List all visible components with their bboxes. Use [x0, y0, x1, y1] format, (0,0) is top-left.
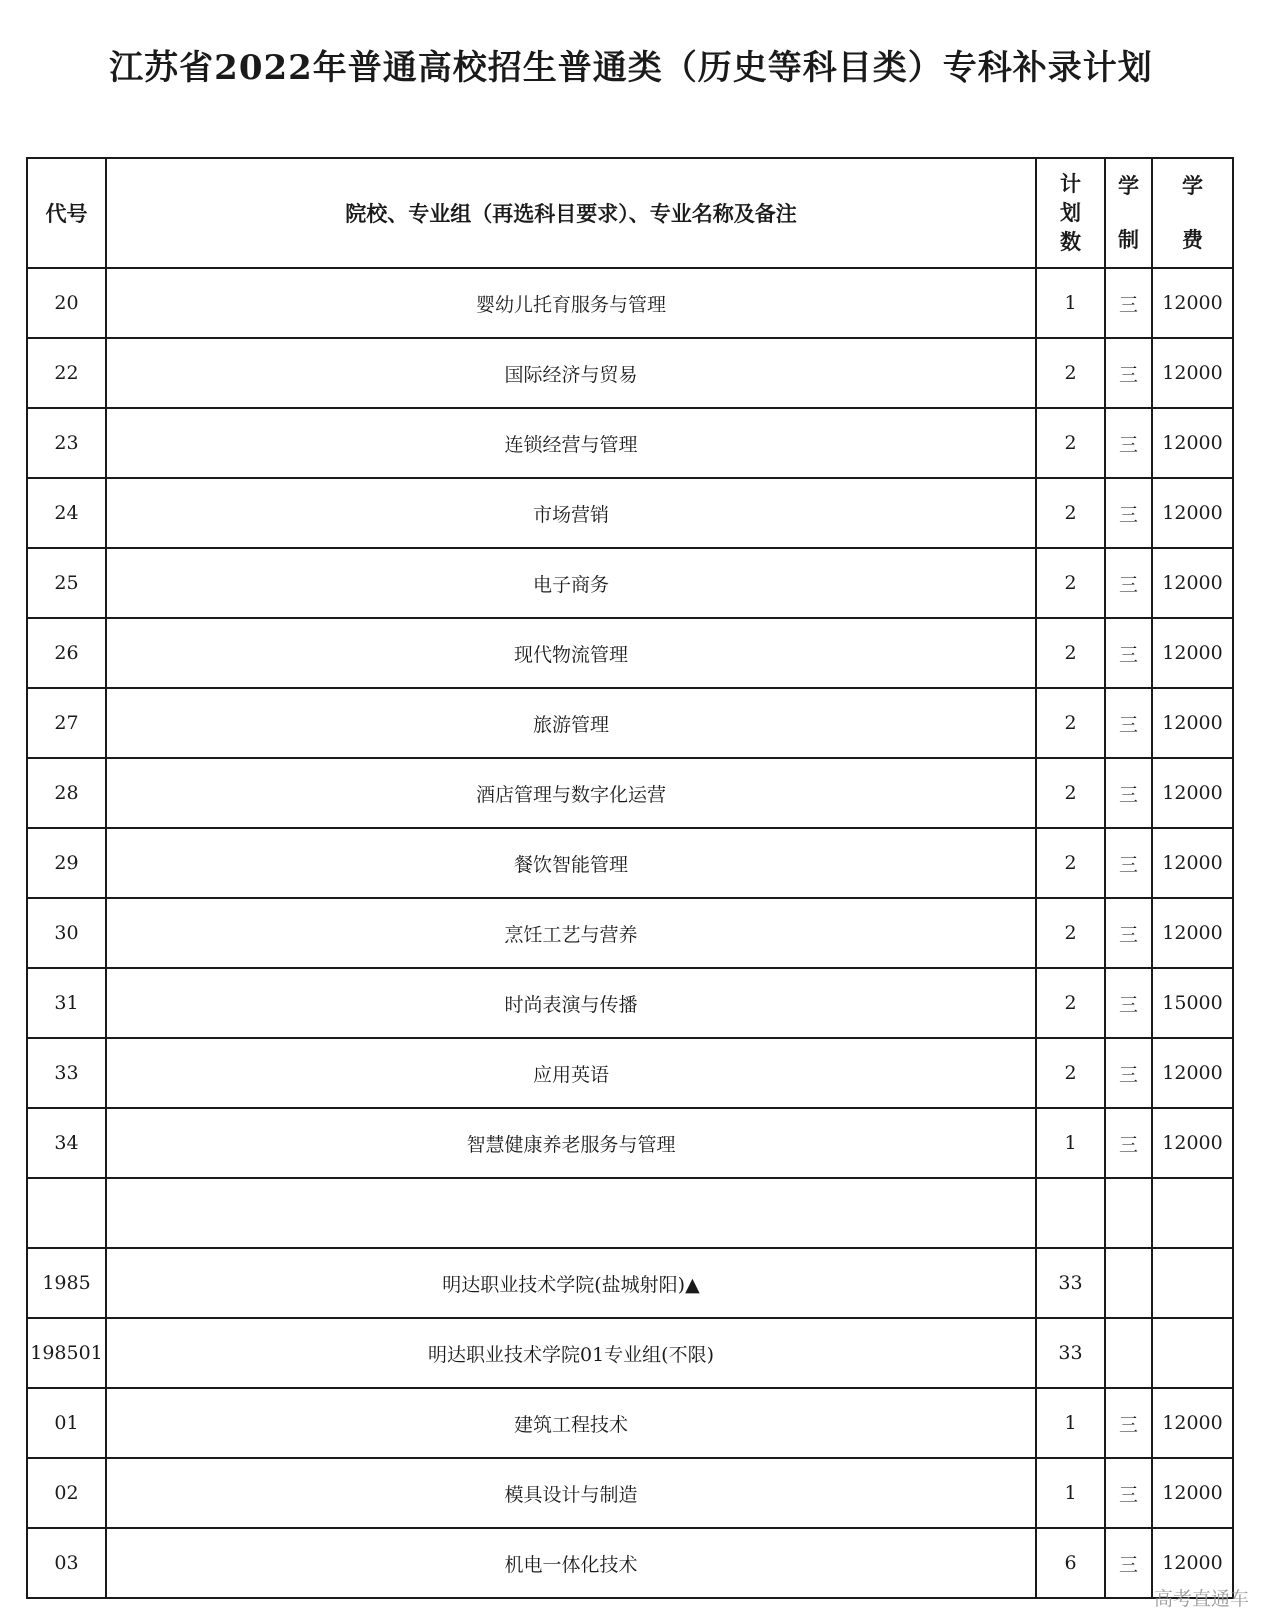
cell-plan: 2 [1036, 478, 1105, 548]
cell-system: 三 [1105, 1528, 1152, 1598]
table-row [27, 1038, 1233, 1108]
cell-name: 婴幼儿托育服务与管理 [106, 268, 1036, 338]
cell-name: 智慧健康养老服务与管理 [106, 1108, 1036, 1178]
header-row [27, 158, 1233, 268]
table-row [27, 828, 1233, 898]
table-row [27, 478, 1233, 548]
header-fee-text: 学费 [1182, 174, 1203, 252]
cell-plan: 2 [1036, 898, 1105, 968]
header-system-text: 学制 [1118, 174, 1139, 252]
table-row [27, 548, 1233, 618]
cell-system: 三 [1105, 338, 1152, 408]
cell-plan: 2 [1036, 618, 1105, 688]
cell-system [1105, 1318, 1152, 1388]
table-row [27, 338, 1233, 408]
cell-code: 20 [27, 268, 106, 338]
cell-code: 31 [27, 968, 106, 1038]
cell-name: 烹饪工艺与营养 [106, 898, 1036, 968]
cell-fee: 12000 [1152, 548, 1233, 618]
cell-system: 三 [1105, 1458, 1152, 1528]
cell-code: 24 [27, 478, 106, 548]
cell-plan: 1 [1036, 268, 1105, 338]
table-row [27, 968, 1233, 1038]
cell-code: 25 [27, 548, 106, 618]
cell-fee: 12000 [1152, 1528, 1233, 1598]
table-row [27, 1388, 1233, 1458]
cell-plan [1036, 1178, 1105, 1248]
table-row [27, 618, 1233, 688]
cell-fee: 12000 [1152, 688, 1233, 758]
cell-fee [1152, 1248, 1233, 1318]
cell-code: 23 [27, 408, 106, 478]
header-code: 代号 [27, 158, 106, 268]
cell-name: 机电一体化技术 [106, 1528, 1036, 1598]
cell-plan: 2 [1036, 408, 1105, 478]
cell-fee: 12000 [1152, 1038, 1233, 1108]
cell-code: 30 [27, 898, 106, 968]
cell-system: 三 [1105, 898, 1152, 968]
cell-plan: 2 [1036, 758, 1105, 828]
cell-system: 三 [1105, 828, 1152, 898]
cell-name: 旅游管理 [106, 688, 1036, 758]
cell-system [1105, 1178, 1152, 1248]
cell-system: 三 [1105, 758, 1152, 828]
cell-fee: 12000 [1152, 828, 1233, 898]
cell-fee: 15000 [1152, 968, 1233, 1038]
cell-fee: 12000 [1152, 338, 1233, 408]
table-row [27, 1108, 1233, 1178]
cell-name: 电子商务 [106, 548, 1036, 618]
cell-fee: 12000 [1152, 1108, 1233, 1178]
cell-name: 餐饮智能管理 [106, 828, 1036, 898]
cell-code: 01 [27, 1388, 106, 1458]
cell-code: 27 [27, 688, 106, 758]
cell-name: 时尚表演与传播 [106, 968, 1036, 1038]
cell-name: 连锁经营与管理 [106, 408, 1036, 478]
table-row [27, 1248, 1233, 1318]
cell-plan: 2 [1036, 338, 1105, 408]
cell-fee: 12000 [1152, 618, 1233, 688]
cell-system: 三 [1105, 618, 1152, 688]
cell-name: 模具设计与制造 [106, 1458, 1036, 1528]
cell-system: 三 [1105, 1388, 1152, 1458]
table-row [27, 1178, 1233, 1248]
cell-system [1105, 1248, 1152, 1318]
cell-fee [1152, 1178, 1233, 1248]
cell-code: 29 [27, 828, 106, 898]
cell-code [27, 1178, 106, 1248]
cell-name: 应用英语 [106, 1038, 1036, 1108]
cell-plan: 1 [1036, 1388, 1105, 1458]
cell-system: 三 [1105, 688, 1152, 758]
cell-system: 三 [1105, 478, 1152, 548]
table-row [27, 408, 1233, 478]
cell-system: 三 [1105, 1038, 1152, 1108]
cell-name [106, 1178, 1036, 1248]
table-row [27, 268, 1233, 338]
document-title: 江苏省2022年普通高校招生普通类（历史等科目类）专科补录计划 [109, 48, 1153, 88]
cell-code: 1985 [27, 1248, 106, 1318]
cell-plan: 2 [1036, 688, 1105, 758]
cell-fee: 12000 [1152, 268, 1233, 338]
cell-fee: 12000 [1152, 898, 1233, 968]
table-row [27, 688, 1233, 758]
table-row [27, 1458, 1233, 1528]
cell-plan: 2 [1036, 1038, 1105, 1108]
cell-code: 02 [27, 1458, 106, 1528]
cell-plan: 6 [1036, 1528, 1105, 1598]
header-plan [1036, 158, 1105, 268]
cell-fee: 12000 [1152, 478, 1233, 548]
cell-fee: 12000 [1152, 408, 1233, 478]
header-plan-text: 计划数 [1060, 171, 1081, 254]
cell-system: 三 [1105, 268, 1152, 338]
cell-name: 酒店管理与数字化运营 [106, 758, 1036, 828]
cell-name: 国际经济与贸易 [106, 338, 1036, 408]
cell-code: 34 [27, 1108, 106, 1178]
table-row [27, 1528, 1233, 1598]
cell-fee: 12000 [1152, 758, 1233, 828]
cell-plan: 33 [1036, 1318, 1105, 1388]
header-fee [1152, 158, 1233, 268]
cell-fee [1152, 1318, 1233, 1388]
cell-plan: 2 [1036, 548, 1105, 618]
cell-code: 26 [27, 618, 106, 688]
table-body [27, 268, 1233, 1598]
cell-system: 三 [1105, 1108, 1152, 1178]
cell-system: 三 [1105, 968, 1152, 1038]
cell-code: 03 [27, 1528, 106, 1598]
header-system [1105, 158, 1152, 268]
cell-code: 22 [27, 338, 106, 408]
cell-system: 三 [1105, 408, 1152, 478]
cell-fee: 12000 [1152, 1458, 1233, 1528]
cell-plan: 33 [1036, 1248, 1105, 1318]
enrollment-plan-table [26, 157, 1234, 1599]
cell-system: 三 [1105, 548, 1152, 618]
watermark-text: 高考直通车 [1154, 1588, 1250, 1610]
cell-name: 建筑工程技术 [106, 1388, 1036, 1458]
table-row [27, 758, 1233, 828]
cell-plan: 2 [1036, 968, 1105, 1038]
cell-code: 28 [27, 758, 106, 828]
cell-code: 33 [27, 1038, 106, 1108]
cell-plan: 1 [1036, 1458, 1105, 1528]
cell-plan: 1 [1036, 1108, 1105, 1178]
table-row [27, 898, 1233, 968]
cell-code: 198501 [27, 1318, 106, 1388]
table-row [27, 1318, 1233, 1388]
cell-name: 明达职业技术学院01专业组(不限) [106, 1318, 1036, 1388]
header-name: 院校、专业组（再选科目要求）、专业名称及备注 [106, 158, 1036, 268]
cell-name: 市场营销 [106, 478, 1036, 548]
cell-fee: 12000 [1152, 1388, 1233, 1458]
cell-name: 现代物流管理 [106, 618, 1036, 688]
cell-name: 明达职业技术学院(盐城射阳)▲ [106, 1248, 1036, 1318]
cell-plan: 2 [1036, 828, 1105, 898]
